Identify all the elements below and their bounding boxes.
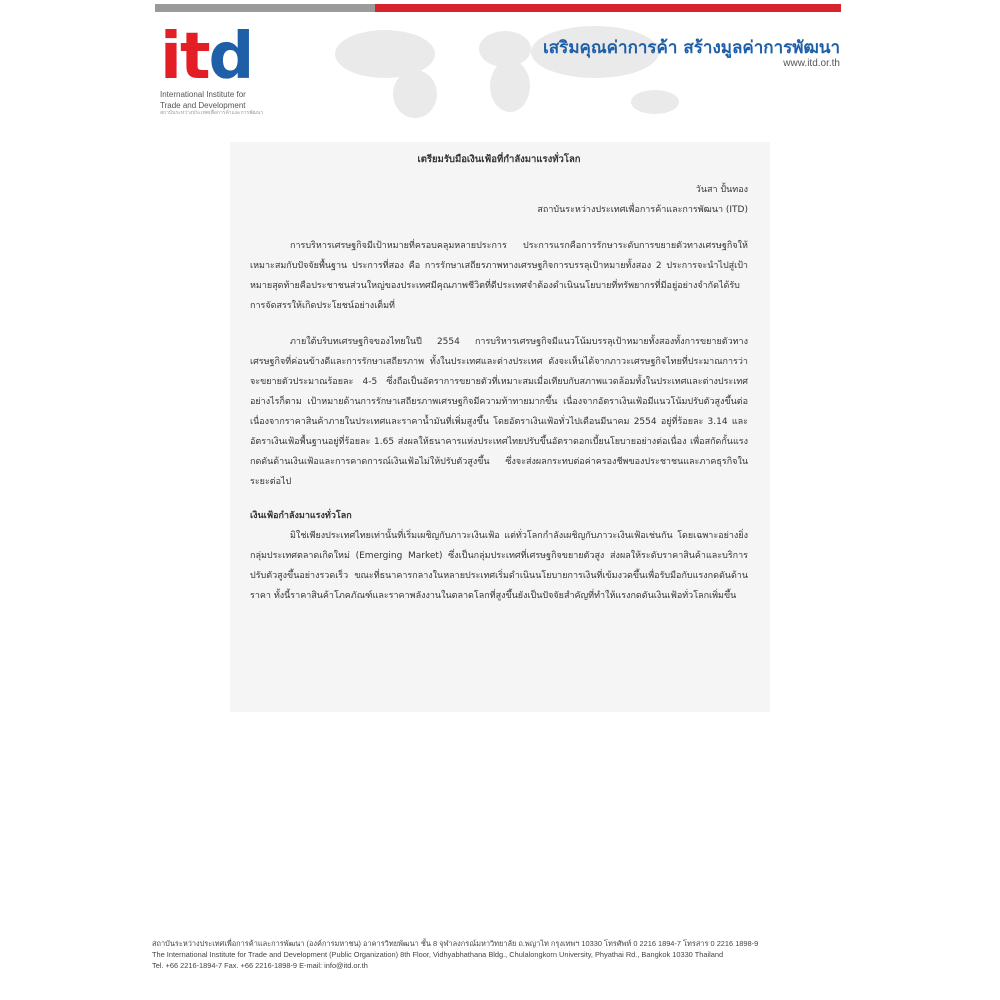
footer-contact: Tel. +66 2216-1894-7 Fax. +66 2216-1898-9 E-mail: info@itd.or.th [152,961,368,970]
slogan: เสริมคุณค่าการค้า สร้างมูลค่าการพัฒนา [543,38,840,58]
top-bar-gray-segment [155,4,375,12]
body-paragraph: ภายใต้บริบทเศรษฐกิจของไทยในปี 2554 การบริหารเศรษฐกิจมีแนวโน้มบรรลุเป้าหมายทั้งสองทั้งการขยายตัวทางเศรษฐกิจที่ค่อนข้างดีและการรักษาเสถียรภาพ ทั้งในประเทศและต่างประเทศ ดังจะเห็นได้จากภาวะเศรษฐกิจไทยที่ประมาณการว่าจะขยายตัวประมาณร้อยละ 4-5 ซึ่งถือเป็นอัตราการขยายตัวที่เหมาะสมเมื่อเทียบกับสภาพแวดล้อมทั้งในประเทศและต่างประเทศ อย่างไรก็ตาม เป้าหมายด้านการรักษาเสถียรภาพเศรษฐกิจมีความท้าทายมากขึ้น เนื่องจากอัตราเงินเฟ้อมีแนวโน้มปรับตัวสูงขึ้นต่อเนื่องจากราคาสินค้าภายในประเทศและราคาน้ำมันที่เพิ่มสูงขึ้น โดยอัตราเงินเฟ้อทั่วไปเดือนมีนาคม 2554 อยู่ที่ร้อยละ 3.14 และอัตราเงินเฟ้อพื้นฐานอยู่ที่ร้อยละ 1.65 ส่งผลให้ธนาคารแห่งประเทศไทยปรับขึ้นอัตราดอกเบี้ยนโยบายอย่างต่อเนื่อง เพื่อสกัดกั้นแรงกดดันด้านเงินเฟ้อและการคาดการณ์เงินเฟ้อไม่ให้ปรับตัวสูงขึ้น ซึ่งจะส่งผลกระทบต่อค่าครองชีพของประชาชนและภาคธุรกิจในระยะต่อไป [250,337,748,487]
world-map-graphic [305,14,725,124]
itd-logo [160,20,280,126]
logo-subtitle-1: International Institute for [160,90,246,99]
itd-logo-letters: it d [160,20,253,94]
author-affiliation: สถาบันระหว่างประเทศเพื่อการค้าและการพัฒนา (ITD) [537,205,748,215]
top-color-bar [155,4,841,12]
body-paragraph: การบริหารเศรษฐกิจมีเป้าหมายที่ครอบคลุมหลายประการ ประการแรกคือการรักษาระดับการขยายตัวทางเศรษฐกิจให้เหมาะสมกับปัจจัยพื้นฐาน ประการที่สอง คือ การรักษาเสถียรภาพทางเศรษฐกิจการบรรลุเป้าหมายทั้งสอง 2 ประการจะนำไปสู่เป้าหมายสุดท้ายคือประชาชนส่วนใหญ่ของประเทศมีคุณภาพชีวิตที่ดีประเทศจำต้องดำเนินนโยบายที่ทรัพยากรที่มีอยู่อย่างจำกัดได้รับการจัดสรรให้เกิดประโยชน์อย่างเต็มที่ [250,241,748,311]
logo-subtitle-2: Trade and Development [160,101,246,110]
footer [152,938,852,971]
section-heading: เงินเฟ้อกำลังมาแรงทั่วโลก [250,511,352,521]
footer-line-thai: สถาบันระหว่างประเทศเพื่อการค้าและการพัฒนา (องค์การมหาชน) อาคารวิทยพัฒนา ชั้น 8 จุฬาลงกรณ์มหาวิทยาลัย ถ.พญาไท กรุงเทพฯ 10330 โทรศัพท์ 0 2216 1894-7 โทรสาร 0 2216 1898-9 [152,939,759,948]
website-url: www.itd.or.th [783,58,840,69]
document-title: เตรียมรับมือเงินเฟ้อที่กำลังมาแรงทั่วโลก [417,154,581,165]
document-page [230,142,770,712]
author-name: วันสา ปั้นทอง [695,185,748,195]
footer-line-english: The International Institute for Trade and Development (Public Organization) 8th Floor, Vidhyabhathana Bldg., Chulalongkorn University, Phyathai Rd., Bangkok 10330 Thailand [152,950,724,959]
top-bar-red-segment [375,4,841,12]
section-paragraph: มิใช่เพียงประเทศไทยเท่านั้นที่เริ่มเผชิญกับภาวะเงินเฟ้อ แต่ทั่วโลกกำลังเผชิญกับภาวะเงินเฟ้อเช่นกัน โดยเฉพาะอย่างยิ่งกลุ่มประเทศตลาดเกิดใหม่ (Emerging Market) ซึ่งเป็นกลุ่มประเทศที่เศรษฐกิจขยายตัวสูง ส่งผลให้ระดับราคาสินค้าและบริการปรับตัวสูงขึ้นอย่างรวดเร็ว ขณะที่ธนาคารกลางในหลายประเทศเริ่มดำเนินนโยบายการเงินที่เข้มงวดขึ้นเพื่อรับมือกับแรงกดดันด้านราคา ทั้งนี้ราคาสินค้าโภคภัณฑ์และราคาพลังงานในตลาดโลกที่สูงขึ้นยังเป็นปัจจัยสำคัญที่ทำให้แรงกดดันเงินเฟ้อทั่วโลกเพิ่มขึ้น [250,531,748,601]
logo-subtitle-thai: สถาบันระหว่างประเทศเพื่อการค้าและการพัฒนา [160,110,264,116]
